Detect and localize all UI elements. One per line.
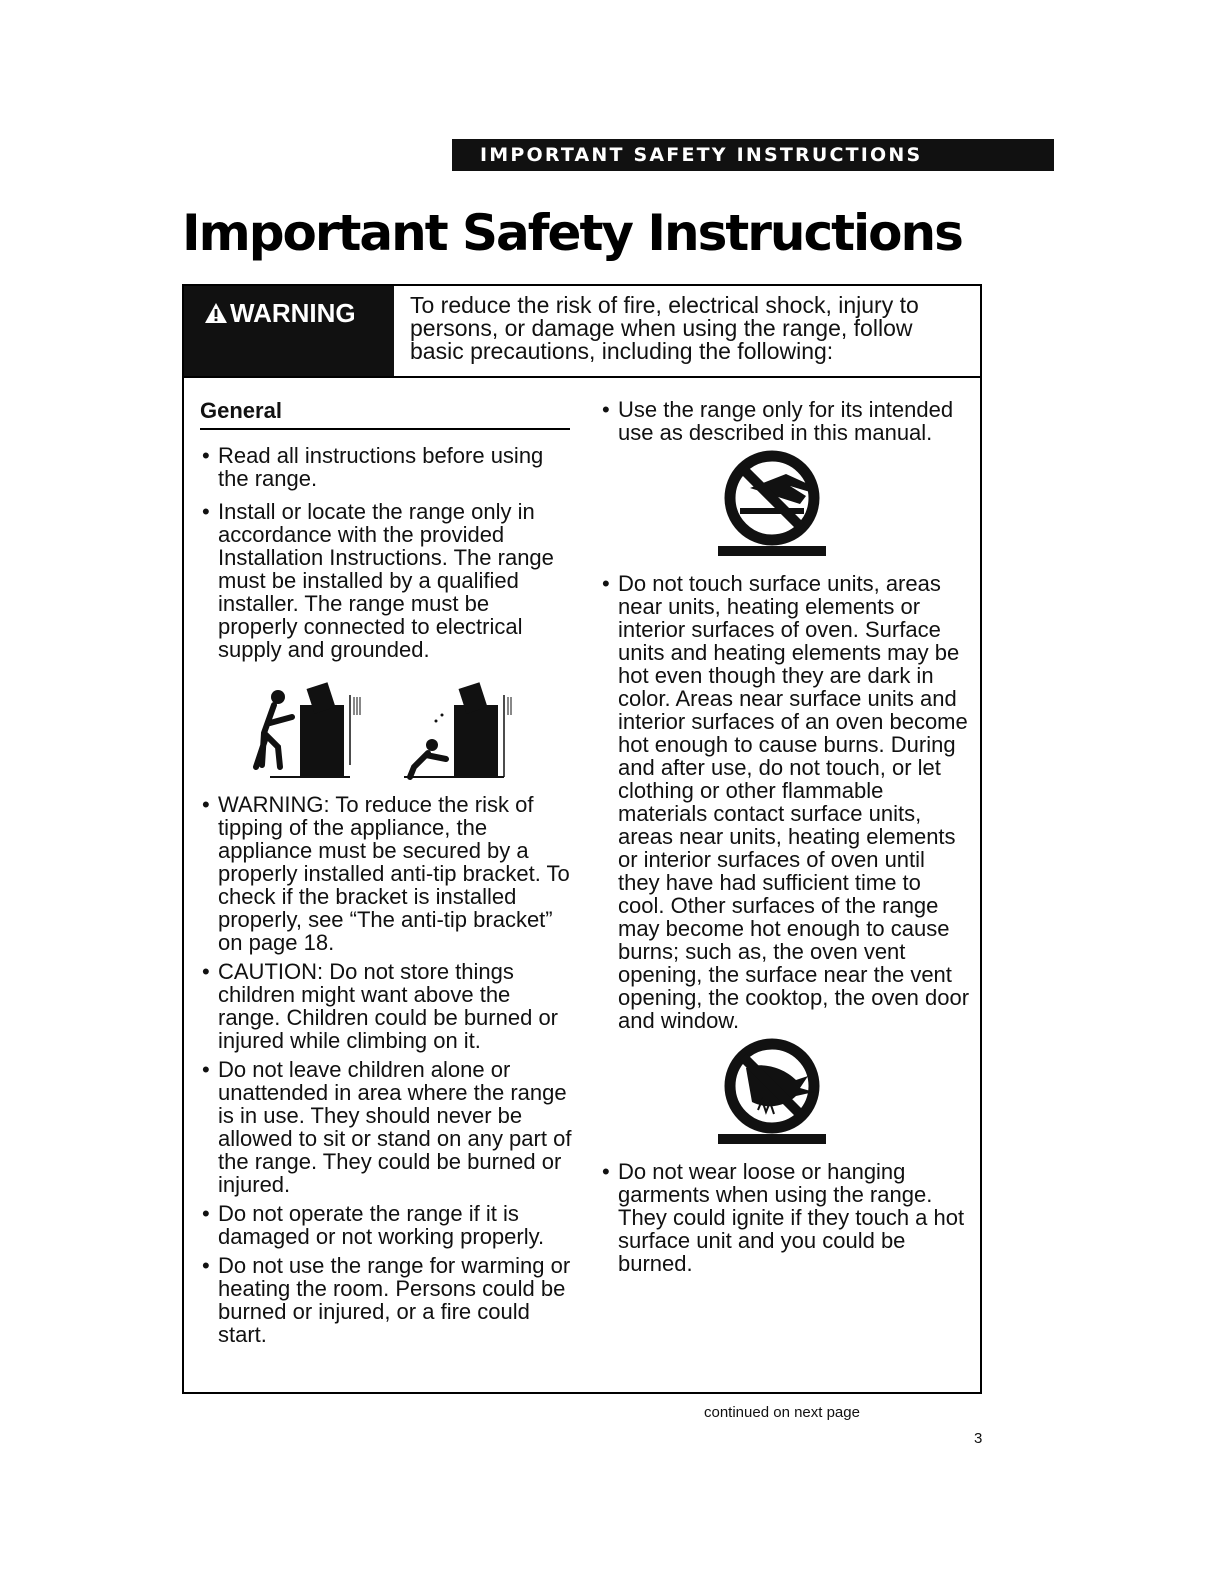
bullet: • bbox=[602, 1159, 610, 1184]
list-item-text: Do not touch surface units, areas near units, heating elements or interior surfaces of oven. Surface units and heating elements may be hot even though they are dark in color. Areas near surface units and interior surfaces of an oven become hot enough to cause burns. During and after use, do not touch, or let clothing or other flammable materials contact surface units, areas near units, heating elements or interior surfaces of oven until they have had sufficient time to cool. Other surfaces of the range may become hot enough to cause burns; such as, the oven vent opening, the surface near the vent opening, the cooktop, the oven door and window. bbox=[618, 571, 970, 1033]
bullet: • bbox=[602, 397, 610, 422]
list-item-text: CAUTION: Do not store things children might want above the range. Children could be burned or injured while climbing on it. bbox=[218, 959, 559, 1053]
bullet: • bbox=[202, 1253, 210, 1278]
general-heading: General bbox=[200, 398, 570, 430]
left-column bbox=[200, 398, 572, 1346]
range-tipping-illustration bbox=[200, 675, 570, 785]
list-item-text: Do not use the range for warming or heating the room. Persons could be burned or injured, or a fire could start. bbox=[218, 1253, 571, 1347]
list-item-text: WARNING: To reduce the risk of tipping of the appliance, the appliance must be secured by a properly installed anti-tip bracket. To check if the bracket is installed properly, see “The anti-tip bracket” on page 18. bbox=[218, 792, 570, 955]
bullet: • bbox=[202, 1201, 210, 1226]
bullet: • bbox=[202, 959, 210, 984]
right-column bbox=[600, 398, 972, 1275]
list-item-text: Do not wear loose or hanging garments when using the range. They could ignite if they touch a hot surface unit and you could be burned. bbox=[618, 1159, 965, 1276]
warning-text: To reduce the risk of fire, electrical shock, injury to persons, or damage when using the range, follow basic precautions, including the following: bbox=[410, 292, 919, 364]
continued-note: continued on next page bbox=[704, 1404, 860, 1421]
no-loose-garment-icon bbox=[600, 1036, 972, 1148]
banner-notch bbox=[452, 139, 460, 171]
safety-box bbox=[182, 284, 982, 1394]
banner-text: IMPORTANT SAFETY INSTRUCTIONS bbox=[480, 144, 923, 166]
page-title: Important Safety Instructions bbox=[182, 204, 962, 262]
list-item bbox=[600, 1160, 972, 1275]
list-item bbox=[200, 1058, 572, 1196]
bullet: • bbox=[202, 499, 210, 524]
page-number: 3 bbox=[974, 1430, 983, 1447]
list-item bbox=[600, 572, 972, 1032]
bullet: • bbox=[202, 1057, 210, 1082]
list-item-text: Read all instructions before using the range. bbox=[218, 443, 544, 491]
no-hand-on-hot-surface-icon bbox=[600, 448, 972, 560]
list-item bbox=[600, 398, 972, 444]
list-item bbox=[200, 960, 572, 1052]
warning-divider bbox=[184, 376, 980, 378]
list-item bbox=[200, 444, 572, 490]
warning-label bbox=[184, 286, 394, 378]
bullet: • bbox=[202, 443, 210, 468]
warning-triangle-icon bbox=[204, 302, 228, 324]
list-item-text: Install or locate the range only in accordance with the provided Installation Instructions. The range must be installed by a qualified installer. The range must be properly connected to electrical supply and grounded. bbox=[218, 499, 554, 662]
bullet: • bbox=[602, 571, 610, 596]
list-item bbox=[200, 1254, 572, 1346]
list-item-text: Do not leave children alone or unattended in area where the range is in use. They should never be allowed to sit or stand on any part of the range. They could be burned or injured. bbox=[218, 1057, 572, 1197]
bullet: • bbox=[202, 792, 210, 817]
list-item bbox=[200, 500, 572, 661]
list-item bbox=[200, 793, 572, 954]
list-item-text: Do not operate the range if it is damaged or not working properly. bbox=[218, 1201, 545, 1249]
list-item bbox=[200, 1202, 572, 1248]
warning-label-text: WARNING bbox=[230, 298, 356, 328]
section-banner bbox=[452, 139, 1054, 171]
list-item-text: Use the range only for its intended use as described in this manual. bbox=[618, 397, 954, 445]
